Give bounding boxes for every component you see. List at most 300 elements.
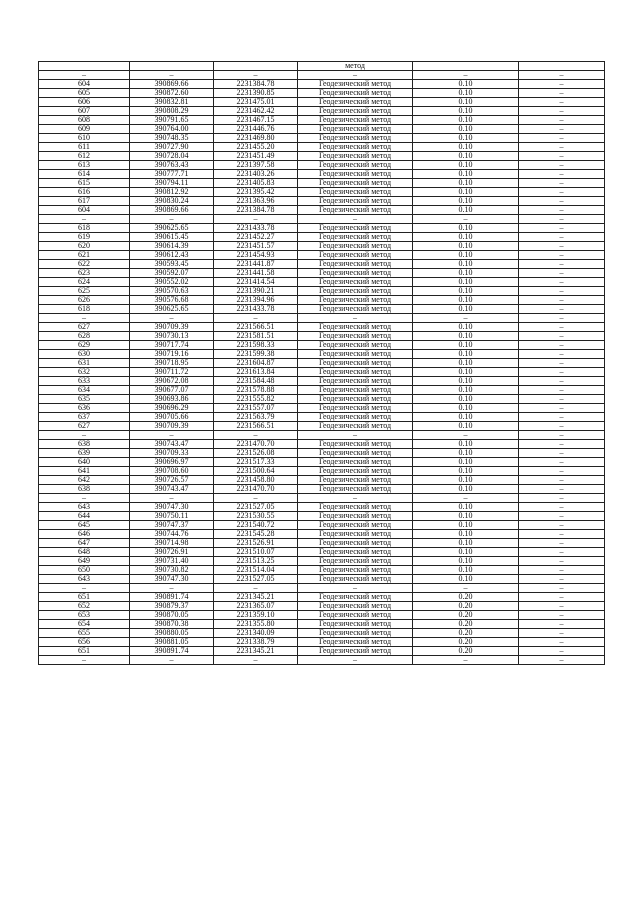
table-row bbox=[39, 557, 605, 566]
table-cell: 2231390.21 bbox=[214, 287, 298, 296]
table-cell: Геодезический метод bbox=[298, 206, 413, 215]
table-cell: 2231566.51 bbox=[214, 323, 298, 332]
table-cell: 616 bbox=[39, 188, 130, 197]
header-cell: метод bbox=[298, 62, 413, 71]
table-cell: 0.10 bbox=[413, 260, 519, 269]
table-row bbox=[39, 620, 605, 629]
table-cell: 2231604.87 bbox=[214, 359, 298, 368]
table-cell: Геодезический метод bbox=[298, 332, 413, 341]
table-cell: 609 bbox=[39, 125, 130, 134]
table-cell: 2231470.70 bbox=[214, 440, 298, 449]
table-cell: Геодезический метод bbox=[298, 278, 413, 287]
table-cell: 390743.47 bbox=[130, 485, 214, 494]
table-row bbox=[39, 296, 605, 305]
table-cell: 390552.02 bbox=[130, 278, 214, 287]
table-cell: 2231566.51 bbox=[214, 422, 298, 431]
table-row bbox=[39, 503, 605, 512]
table-row bbox=[39, 575, 605, 584]
table-row bbox=[39, 485, 605, 494]
table-cell: – bbox=[519, 440, 605, 449]
table-cell: – bbox=[298, 314, 413, 323]
table-cell: 390709.39 bbox=[130, 323, 214, 332]
table-cell: – bbox=[519, 242, 605, 251]
table-row bbox=[39, 80, 605, 89]
table-cell: Геодезический метод bbox=[298, 80, 413, 89]
table-row bbox=[39, 440, 605, 449]
table-cell: 0.10 bbox=[413, 98, 519, 107]
table-cell: 656 bbox=[39, 638, 130, 647]
table-cell: 654 bbox=[39, 620, 130, 629]
table-cell: Геодезический метод bbox=[298, 134, 413, 143]
table-cell: 2231414.54 bbox=[214, 278, 298, 287]
table-cell: 0.10 bbox=[413, 341, 519, 350]
table-cell: – bbox=[519, 512, 605, 521]
table-row bbox=[39, 251, 605, 260]
table-row bbox=[39, 395, 605, 404]
table-cell: 390717.74 bbox=[130, 341, 214, 350]
table-row bbox=[39, 629, 605, 638]
table-cell: Геодезический метод bbox=[298, 575, 413, 584]
table-cell: 0.10 bbox=[413, 323, 519, 332]
table-cell: – bbox=[413, 215, 519, 224]
table-cell: Геодезический метод bbox=[298, 458, 413, 467]
table-cell: 0.10 bbox=[413, 80, 519, 89]
table-row bbox=[39, 584, 605, 593]
table-cell: 620 bbox=[39, 242, 130, 251]
table-cell: 0.10 bbox=[413, 449, 519, 458]
table-cell: 390881.05 bbox=[130, 638, 214, 647]
table-cell: 2231441.58 bbox=[214, 269, 298, 278]
table-cell: Геодезический метод bbox=[298, 620, 413, 629]
table-cell: Геодезический метод bbox=[298, 647, 413, 656]
table-cell: 627 bbox=[39, 422, 130, 431]
table-cell: Геодезический метод bbox=[298, 359, 413, 368]
table-cell: 645 bbox=[39, 521, 130, 530]
table-cell: 621 bbox=[39, 251, 130, 260]
table-cell: 605 bbox=[39, 89, 130, 98]
table-cell: 2231397.58 bbox=[214, 161, 298, 170]
table-cell: 390570.63 bbox=[130, 287, 214, 296]
table-cell: 390869.66 bbox=[130, 206, 214, 215]
table-row bbox=[39, 368, 605, 377]
table-row bbox=[39, 512, 605, 521]
table-cell: – bbox=[519, 152, 605, 161]
table-cell: Геодезический метод bbox=[298, 287, 413, 296]
table-cell: Геодезический метод bbox=[298, 323, 413, 332]
table-cell: – bbox=[519, 503, 605, 512]
coordinates-table-page bbox=[38, 61, 604, 665]
table-cell: 2231469.80 bbox=[214, 134, 298, 143]
table-cell: 0.10 bbox=[413, 107, 519, 116]
table-cell: 0.10 bbox=[413, 233, 519, 242]
table-cell: 0.10 bbox=[413, 134, 519, 143]
table-cell: 2231581.51 bbox=[214, 332, 298, 341]
table-row bbox=[39, 116, 605, 125]
table-cell: 390812.92 bbox=[130, 188, 214, 197]
table-cell: 643 bbox=[39, 575, 130, 584]
table-cell: Геодезический метод bbox=[298, 224, 413, 233]
table-cell: 0.10 bbox=[413, 512, 519, 521]
table-row bbox=[39, 602, 605, 611]
table-cell: 0.10 bbox=[413, 503, 519, 512]
table-row bbox=[39, 125, 605, 134]
table-cell: 0.10 bbox=[413, 530, 519, 539]
table-cell: – bbox=[519, 449, 605, 458]
table-cell: – bbox=[519, 494, 605, 503]
table-cell: 627 bbox=[39, 323, 130, 332]
table-cell: 2231384.78 bbox=[214, 80, 298, 89]
table-cell: Геодезический метод bbox=[298, 377, 413, 386]
table-cell: 0.10 bbox=[413, 116, 519, 125]
table-cell: – bbox=[130, 71, 214, 80]
table-cell: 639 bbox=[39, 449, 130, 458]
table-cell: 0.10 bbox=[413, 332, 519, 341]
table-cell: 2231599.38 bbox=[214, 350, 298, 359]
table-cell: Геодезический метод bbox=[298, 296, 413, 305]
table-cell: 390625.65 bbox=[130, 224, 214, 233]
table-row bbox=[39, 260, 605, 269]
table-row bbox=[39, 647, 605, 656]
table-cell: 390869.66 bbox=[130, 80, 214, 89]
table-cell: 2231530.55 bbox=[214, 512, 298, 521]
table-cell: 2231462.42 bbox=[214, 107, 298, 116]
table-cell: 0.10 bbox=[413, 566, 519, 575]
table-cell: – bbox=[519, 404, 605, 413]
table-row bbox=[39, 305, 605, 314]
table-cell: – bbox=[519, 593, 605, 602]
table-cell: Геодезический метод bbox=[298, 422, 413, 431]
table-cell: 2231545.28 bbox=[214, 530, 298, 539]
table-cell: Геодезический метод bbox=[298, 566, 413, 575]
table-cell: 638 bbox=[39, 440, 130, 449]
table-cell: 2231451.57 bbox=[214, 242, 298, 251]
table-cell: – bbox=[519, 350, 605, 359]
table-row bbox=[39, 521, 605, 530]
table-cell: 2231433.78 bbox=[214, 224, 298, 233]
table-cell: 2231555.82 bbox=[214, 395, 298, 404]
table-cell: 604 bbox=[39, 80, 130, 89]
table-cell: 2231540.72 bbox=[214, 521, 298, 530]
table-cell: – bbox=[519, 575, 605, 584]
table-cell: – bbox=[519, 629, 605, 638]
table-row bbox=[39, 107, 605, 116]
table-cell: – bbox=[130, 431, 214, 440]
table-cell: 390677.07 bbox=[130, 386, 214, 395]
table-cell: – bbox=[214, 584, 298, 593]
table-cell: – bbox=[298, 656, 413, 665]
table-cell: – bbox=[519, 233, 605, 242]
table-row bbox=[39, 242, 605, 251]
table-cell: – bbox=[519, 80, 605, 89]
table-cell: – bbox=[39, 215, 130, 224]
table-cell: 390763.43 bbox=[130, 161, 214, 170]
table-row bbox=[39, 638, 605, 647]
table-cell: 390880.05 bbox=[130, 629, 214, 638]
table-row bbox=[39, 134, 605, 143]
table-cell: Геодезический метод bbox=[298, 161, 413, 170]
table-cell: 390830.24 bbox=[130, 197, 214, 206]
table-cell: 390693.86 bbox=[130, 395, 214, 404]
table-cell: 2231513.25 bbox=[214, 557, 298, 566]
table-cell: 652 bbox=[39, 602, 130, 611]
table-cell: Геодезический метод bbox=[298, 251, 413, 260]
table-cell: Геодезический метод bbox=[298, 503, 413, 512]
table-cell: 390794.11 bbox=[130, 179, 214, 188]
table-cell: 2231403.26 bbox=[214, 170, 298, 179]
table-cell: 626 bbox=[39, 296, 130, 305]
table-cell: 635 bbox=[39, 395, 130, 404]
table-cell: 655 bbox=[39, 629, 130, 638]
table-cell: Геодезический метод bbox=[298, 170, 413, 179]
table-cell: 2231455.20 bbox=[214, 143, 298, 152]
table-cell: 651 bbox=[39, 593, 130, 602]
table-cell: – bbox=[130, 656, 214, 665]
table-cell: – bbox=[519, 251, 605, 260]
table-cell: Геодезический метод bbox=[298, 404, 413, 413]
table-cell: – bbox=[519, 260, 605, 269]
table-cell: 650 bbox=[39, 566, 130, 575]
table-cell: – bbox=[130, 584, 214, 593]
table-cell: 2231405.83 bbox=[214, 179, 298, 188]
table-cell: Геодезический метод bbox=[298, 629, 413, 638]
table-cell: 390870.38 bbox=[130, 620, 214, 629]
table-cell: 0.10 bbox=[413, 188, 519, 197]
table-cell: 0.10 bbox=[413, 359, 519, 368]
table-cell: 0.20 bbox=[413, 647, 519, 656]
table-cell: – bbox=[519, 134, 605, 143]
table-cell: 390791.65 bbox=[130, 116, 214, 125]
table-cell: 390891.74 bbox=[130, 647, 214, 656]
table-row bbox=[39, 98, 605, 107]
table-cell: 644 bbox=[39, 512, 130, 521]
table-cell: 606 bbox=[39, 98, 130, 107]
table-cell: 2231340.09 bbox=[214, 629, 298, 638]
table-row bbox=[39, 422, 605, 431]
table-cell: Геодезический метод bbox=[298, 152, 413, 161]
table-cell: – bbox=[519, 305, 605, 314]
table-cell: 0.10 bbox=[413, 350, 519, 359]
table-cell: Геодезический метод bbox=[298, 386, 413, 395]
table-cell: – bbox=[519, 656, 605, 665]
table-cell: 0.20 bbox=[413, 611, 519, 620]
table-cell: 0.20 bbox=[413, 620, 519, 629]
table-cell: – bbox=[519, 521, 605, 530]
table-row bbox=[39, 656, 605, 665]
table-cell: 2231557.07 bbox=[214, 404, 298, 413]
table-cell: – bbox=[519, 530, 605, 539]
table-cell: 0.10 bbox=[413, 143, 519, 152]
table-cell: 390747.30 bbox=[130, 503, 214, 512]
table-cell: – bbox=[298, 431, 413, 440]
table-row bbox=[39, 332, 605, 341]
table-cell: 612 bbox=[39, 152, 130, 161]
table-cell: – bbox=[519, 422, 605, 431]
table-cell: 651 bbox=[39, 647, 130, 656]
table-cell: 390750.11 bbox=[130, 512, 214, 521]
table-row bbox=[39, 179, 605, 188]
table-cell: 2231613.84 bbox=[214, 368, 298, 377]
table-row bbox=[39, 530, 605, 539]
table-row bbox=[39, 71, 605, 80]
table-cell: 390808.29 bbox=[130, 107, 214, 116]
table-cell: Геодезический метод bbox=[298, 305, 413, 314]
table-cell: Геодезический метод bbox=[298, 530, 413, 539]
table-row bbox=[39, 476, 605, 485]
table-cell: 2231467.15 bbox=[214, 116, 298, 125]
table-cell: – bbox=[214, 71, 298, 80]
table-cell: Геодезический метод bbox=[298, 107, 413, 116]
table-cell: 390730.82 bbox=[130, 566, 214, 575]
table-cell: – bbox=[39, 584, 130, 593]
table-cell: 390748.35 bbox=[130, 134, 214, 143]
table-cell: – bbox=[39, 314, 130, 323]
table-cell: 604 bbox=[39, 206, 130, 215]
table-cell: 2231454.93 bbox=[214, 251, 298, 260]
table-cell: 0.10 bbox=[413, 467, 519, 476]
table-cell: Геодезический метод bbox=[298, 476, 413, 485]
table-cell: – bbox=[214, 314, 298, 323]
table-cell: 390747.37 bbox=[130, 521, 214, 530]
table-cell: 0.10 bbox=[413, 179, 519, 188]
table-cell: 390777.71 bbox=[130, 170, 214, 179]
table-cell: 618 bbox=[39, 224, 130, 233]
table-cell: – bbox=[519, 476, 605, 485]
table-cell: 610 bbox=[39, 134, 130, 143]
table-cell: – bbox=[519, 377, 605, 386]
table-cell: 0.10 bbox=[413, 197, 519, 206]
table-cell: – bbox=[413, 314, 519, 323]
table-cell: – bbox=[519, 611, 605, 620]
table-cell: – bbox=[519, 206, 605, 215]
table-cell: 2231500.64 bbox=[214, 467, 298, 476]
table-cell: 2231363.96 bbox=[214, 197, 298, 206]
table-cell: Геодезический метод bbox=[298, 449, 413, 458]
table-cell: 619 bbox=[39, 233, 130, 242]
table-cell: 0.20 bbox=[413, 629, 519, 638]
table-cell: 0.10 bbox=[413, 278, 519, 287]
table-cell: Геодезический метод bbox=[298, 413, 413, 422]
table-cell: 2231345.21 bbox=[214, 647, 298, 656]
table-row bbox=[39, 152, 605, 161]
table-cell: 0.10 bbox=[413, 404, 519, 413]
table-cell: – bbox=[519, 332, 605, 341]
table-cell: – bbox=[519, 107, 605, 116]
table-cell: 0.10 bbox=[413, 521, 519, 530]
table-cell: 390743.47 bbox=[130, 440, 214, 449]
table-row bbox=[39, 467, 605, 476]
table-cell: – bbox=[519, 413, 605, 422]
table-row bbox=[39, 539, 605, 548]
table-cell: 390726.91 bbox=[130, 548, 214, 557]
table-cell: 628 bbox=[39, 332, 130, 341]
table-cell: Геодезический метод bbox=[298, 440, 413, 449]
table-cell: 390615.45 bbox=[130, 233, 214, 242]
table-header-row bbox=[39, 62, 605, 71]
table-cell: – bbox=[519, 458, 605, 467]
table-cell: 2231526.08 bbox=[214, 449, 298, 458]
table-cell: 0.10 bbox=[413, 161, 519, 170]
table-row bbox=[39, 359, 605, 368]
table-cell: 390718.95 bbox=[130, 359, 214, 368]
table-row bbox=[39, 170, 605, 179]
table-cell: – bbox=[39, 71, 130, 80]
table-cell: 0.20 bbox=[413, 602, 519, 611]
table-cell: – bbox=[519, 89, 605, 98]
table-cell: 2231514.04 bbox=[214, 566, 298, 575]
table-cell: 2231578.88 bbox=[214, 386, 298, 395]
table-cell: 0.10 bbox=[413, 440, 519, 449]
table-cell: 2231598.33 bbox=[214, 341, 298, 350]
table-cell: 0.10 bbox=[413, 413, 519, 422]
table-cell: – bbox=[519, 485, 605, 494]
table-cell: 640 bbox=[39, 458, 130, 467]
table-cell: 390747.30 bbox=[130, 575, 214, 584]
table-cell: – bbox=[298, 215, 413, 224]
table-cell: – bbox=[519, 548, 605, 557]
table-cell: 0.10 bbox=[413, 557, 519, 566]
table-row bbox=[39, 287, 605, 296]
table-cell: 390625.65 bbox=[130, 305, 214, 314]
table-cell: 2231527.05 bbox=[214, 575, 298, 584]
table-cell: 390730.13 bbox=[130, 332, 214, 341]
table-cell: Геодезический метод bbox=[298, 350, 413, 359]
table-cell: 390879.37 bbox=[130, 602, 214, 611]
table-row bbox=[39, 566, 605, 575]
table-cell: – bbox=[519, 647, 605, 656]
table-cell: – bbox=[519, 620, 605, 629]
table-cell: 390672.08 bbox=[130, 377, 214, 386]
header-cell bbox=[519, 62, 605, 71]
table-row bbox=[39, 143, 605, 152]
table-row bbox=[39, 224, 605, 233]
table-cell: – bbox=[519, 584, 605, 593]
table-cell: – bbox=[519, 368, 605, 377]
table-row bbox=[39, 494, 605, 503]
table-row bbox=[39, 89, 605, 98]
table-cell: 0.20 bbox=[413, 593, 519, 602]
table-cell: – bbox=[519, 116, 605, 125]
table-cell: 2231390.85 bbox=[214, 89, 298, 98]
table-cell: 623 bbox=[39, 269, 130, 278]
table-row bbox=[39, 413, 605, 422]
table-cell: Геодезический метод bbox=[298, 638, 413, 647]
table-row bbox=[39, 206, 605, 215]
table-cell: – bbox=[519, 557, 605, 566]
header-cell bbox=[214, 62, 298, 71]
table-cell: Геодезический метод bbox=[298, 89, 413, 98]
table-cell: 390576.68 bbox=[130, 296, 214, 305]
table-cell: 624 bbox=[39, 278, 130, 287]
table-cell: 0.10 bbox=[413, 386, 519, 395]
table-cell: 0.20 bbox=[413, 638, 519, 647]
table-cell: 390726.57 bbox=[130, 476, 214, 485]
table-cell: 390764.00 bbox=[130, 125, 214, 134]
table-cell: 2231470.70 bbox=[214, 485, 298, 494]
table-cell: – bbox=[519, 566, 605, 575]
table-cell: 647 bbox=[39, 539, 130, 548]
table-row bbox=[39, 233, 605, 242]
table-cell: 2231475.01 bbox=[214, 98, 298, 107]
table-cell: 634 bbox=[39, 386, 130, 395]
table-cell: Геодезический метод bbox=[298, 98, 413, 107]
table-cell: – bbox=[413, 656, 519, 665]
table-cell: 390711.72 bbox=[130, 368, 214, 377]
table-cell: – bbox=[519, 323, 605, 332]
table-row bbox=[39, 350, 605, 359]
table-row bbox=[39, 323, 605, 332]
table-cell: 637 bbox=[39, 413, 130, 422]
table-cell: 0.10 bbox=[413, 152, 519, 161]
